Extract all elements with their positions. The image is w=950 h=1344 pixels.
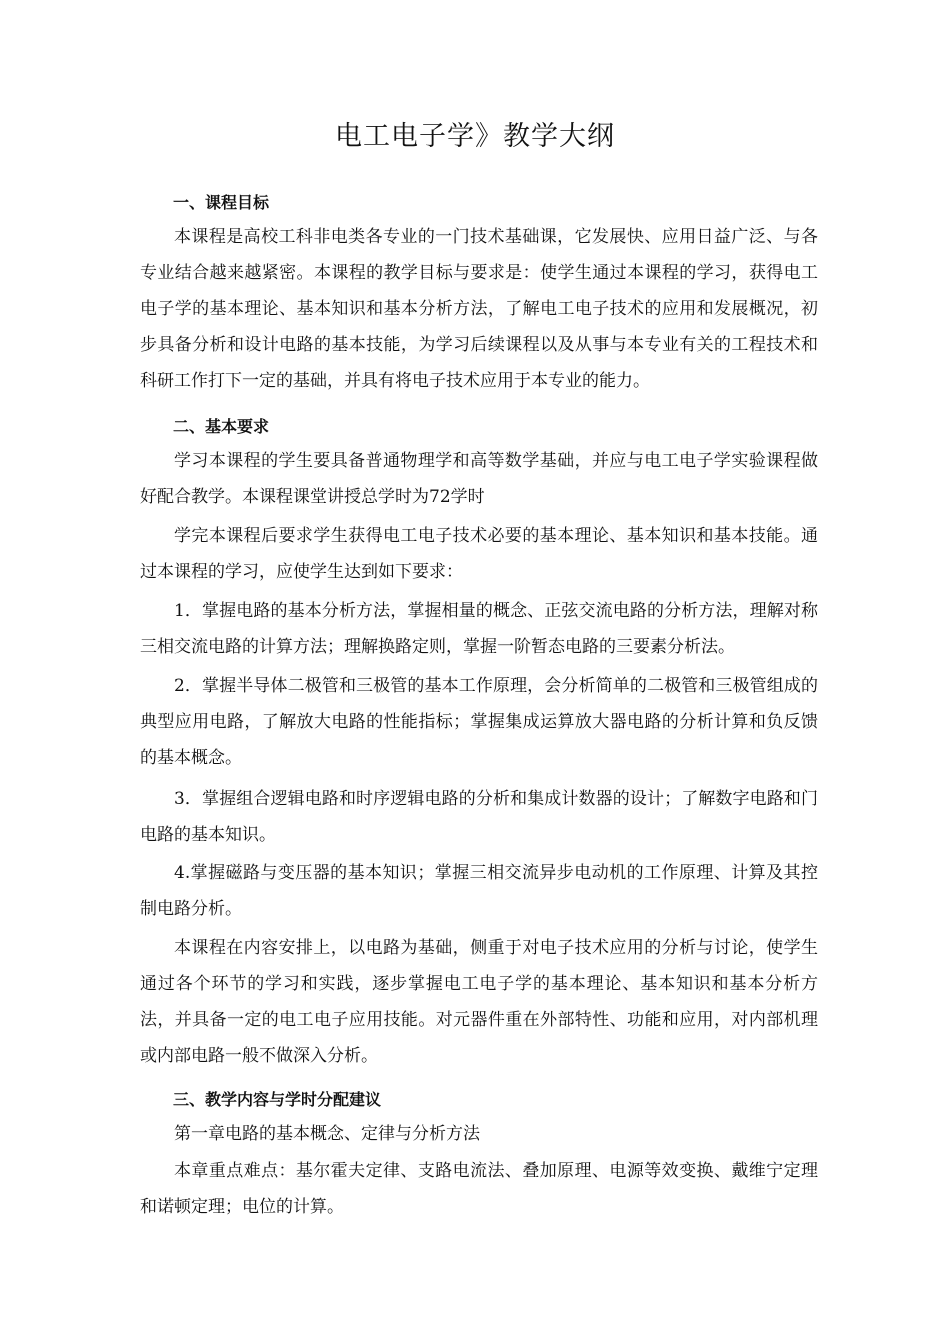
section-heading-course-objectives: 一、课程目标 — [173, 193, 270, 212]
requirement-item-2: 2．掌握半导体二极管和三极管的基本工作原理，会分析简单的二极管和三极管组成的典型应用电路，了解放大电路的性能指标；掌握集成运算放大器电路的分析计算和负反馈的基本概念。 — [140, 676, 818, 768]
paragraph-content-arrangement: 本课程在内容安排上，以电路为基础，侧重于对电子技术应用的分析与讨论，使学生通过各个环节的学习和实践，逐步掌握电工电子学的基本理论、基本知识和基本分析方法，并具备一定的电工电子应用技能。对元器件重在外部特性、功能和应用，对内部机理或内部电路一般不做深入分析。 — [140, 938, 818, 1066]
chapter-1-key-points: 本章重点难点：基尔霍夫定律、支路电流法、叠加原理、电源等效变换、戴维宁定理和诺顿定理；电位的计算。 — [140, 1161, 818, 1217]
paragraph-course-objectives: 本课程是高校工科非电类各专业的一门技术基础课，它发展快、应用日益广泛、与各专业结合越来越紧密。本课程的教学目标与要求是：使学生通过本课程的学习，获得电工电子学的基本理论、基本知识和基本分析方法，了解电工电子技术的应用和发展概况，初步具备分析和设计电路的基本技能，为学习后续课程以及从事与本专业有关的工程技术和科研工作打下一定的基础，并具有将电子技术应用于本专业的能力。 — [140, 227, 818, 391]
section-heading-basic-requirements: 二、基本要求 — [173, 417, 270, 436]
paragraph-prerequisites: 学习本课程的学生要具备普通物理学和高等数学基础，并应与电工电子学实验课程做好配合教学。本课程课堂讲授总学时为72学时 — [140, 451, 818, 507]
section-heading-teaching-content: 三、教学内容与学时分配建议 — [173, 1090, 382, 1109]
requirement-item-3: 3．掌握组合逻辑电路和时序逻辑电路的分析和集成计数器的设计；了解数字电路和门电路的基本知识。 — [140, 789, 818, 845]
requirement-item-4: 4.掌握磁路与变压器的基本知识；掌握三相交流异步电动机的工作原理、计算及其控制电路分析。 — [140, 863, 818, 919]
chapter-1-title: 第一章电路的基本概念、定律与分析方法 — [174, 1124, 480, 1144]
document-title: 电工电子学》教学大纲 — [335, 121, 615, 152]
paragraph-requirements-intro: 学完本课程后要求学生获得电工电子技术必要的基本理论、基本知识和基本技能。通过本课程的学习，应使学生达到如下要求： — [140, 526, 818, 582]
requirement-item-1: 1．掌握电路的基本分析方法，掌握相量的概念、正弦交流电路的分析方法，理解对称三相交流电路的计算方法；理解换路定则，掌握一阶暂态电路的三要素分析法。 — [140, 601, 818, 657]
